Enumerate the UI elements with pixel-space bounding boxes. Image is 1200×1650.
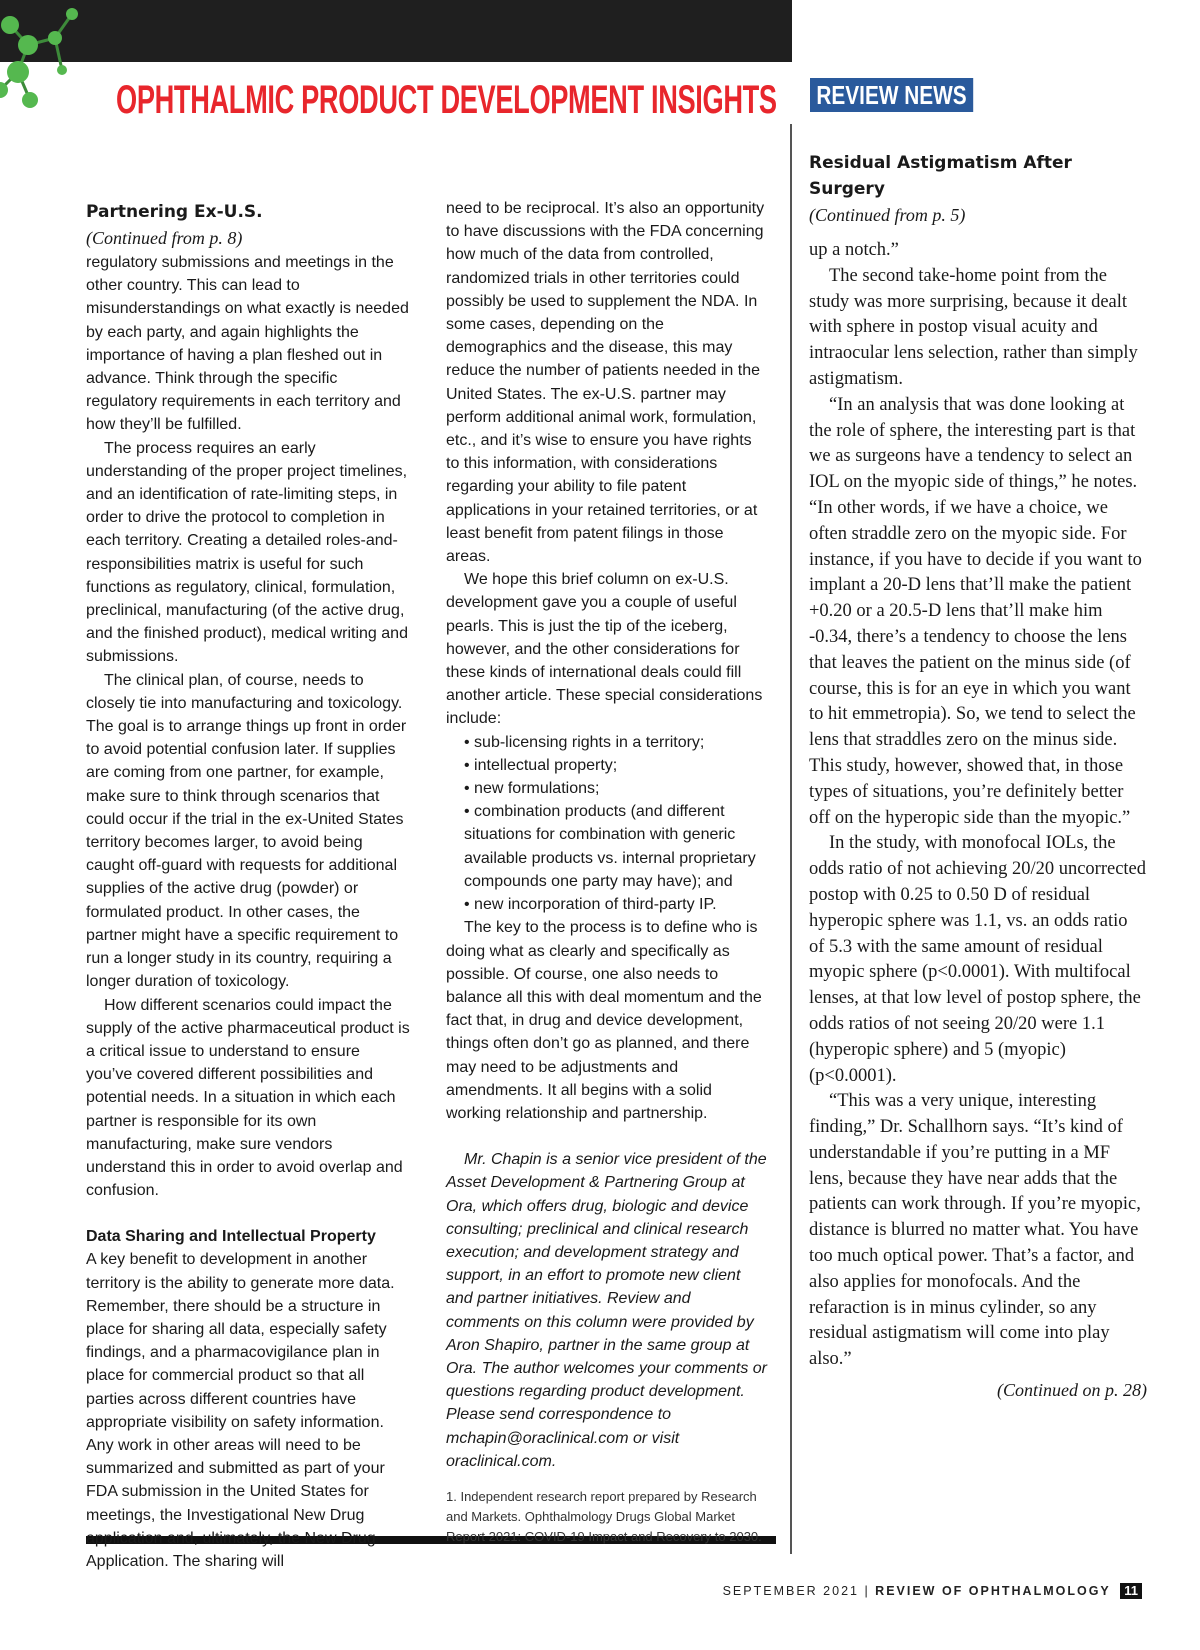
footnote: 1. Independent research report prepared by Research and Markets. Ophthalmology Drugs Global Market Report 2021: COVID-19 Impact and Recovery to 2030.: [446, 1488, 762, 1544]
article-partnering: [86, 199, 410, 1573]
page-footer: [723, 1583, 1142, 1599]
paragraph: A key benefit to development in another territory is the ability to generate more data. Remember, there should be a structure in place for sharing all data, especially safety findings, and a pharmacovigilance plan in place for commercial product so that all parties across different countries have appropriate visibility on safety information. Any work in other areas will need to be summarized and submitted as part of your FDA submission in the United States for meetings, the Investigational New Drug application and, ultimately, the New Drug Application. The sharing will: [86, 1251, 395, 1570]
continued-from: (Continued from p. 8): [86, 228, 243, 248]
paragraph: need to be reciprocal. It’s also an opportunity to have discussions with the FDA concerning how much of the data from controlled, randomized trials in other territories could possibly be used to supplement the NDA. In some cases, depending on the demographics and the disease, this may reduce the number of patients needed in the United States. The ex-U.S. partner may perform additional animal work, formulation, etc., and it’s wise to ensure you have rights to this information, with considerations regarding your ability to file patent applications in your retained territories, or at least benefit from patent filings in those areas.: [446, 200, 765, 566]
paragraph: The key to the process is to define who is doing what as clearly and specifically as possible. Of course, one also needs to balance all this with deal momentum and the fact that, in drug and device development, things often don’t go as planned, and there may need to be adjustments and amendments. It all begins with a solid working relationship and partnership.: [446, 919, 762, 1122]
article-heading: Partnering Ex-U.S.: [86, 202, 263, 222]
issue-date: SEPTEMBER 2021 |: [722, 1584, 876, 1598]
section-badge: REVIEW NEWS: [810, 78, 973, 112]
list-item: • intellectual property;: [464, 756, 618, 774]
column-divider: [790, 124, 792, 1554]
article-heading: Residual Astigmatism After Surgery: [809, 153, 1072, 199]
article-partnering-continued: [446, 197, 768, 1547]
paragraph: “This was a very unique, interesting finding,” Dr. Schallhorn says. “It’s kind of understandable if you’re putting in a MF lens, because they have near adds that the patients can work through. If you’re myopic, distance is blurred no matter what. You have too much optical power. That’s a factor, and also applies for monofocals. And the refaraction is in minus cylinder, so any residual astigmatism will come into play also.”: [809, 1091, 1141, 1370]
page-title: OPHTHALMIC PRODUCT DEVELOPMENT INSIGHTS: [116, 78, 777, 122]
paragraph: up a notch.”: [809, 240, 899, 260]
paragraph: “In an analysis that was done looking at the role of sphere, the interesting part is that we as surgeons have a tendency to select an IOL on the myopic side of things,” he notes. “In other words, if we have a choice, we often straddle zero on the myopic side. For instance, if you have to decide if you want to implant a 20-D lens that’ll make the patient +0.20 or a 20.5-D lens that’ll make him -0.34, there’s a tendency to choose the lens that leaves the patient on the minus side (of course, this is for an eye in which you want to hit emmetropia). So, we tend to select the lens that straddles zero on the minus side. This study, however, showed that, in those types of situations, you’re definitely better off on the hyperopic side than the myopic.”: [809, 394, 1142, 828]
list-item: • sub-licensing rights in a territory;: [464, 733, 705, 751]
paragraph: The process requires an early understanding of the proper project timelines, and an identification of rate-limiting steps, in order to drive the protocol to completion in each territory. Creating a detailed roles-and-responsibilities matrix is useful for such functions as regulatory, clinical, formulation, preclinical, manufacturing (of the active drug, and the finished product), medical writing and submissions.: [86, 439, 408, 666]
paragraph: The clinical plan, of course, needs to closely tie into manufacturing and toxicology. The goal is to arrange things up front in order to avoid potential confusion later. If supplies are coming from one partner, for example, make sure to think through scenarios that could occur if the trial in the ex-United States territory becomes larger, to avoid being caught off-guard with requests for additional supplies of the active drug (powder) or formulated product. In other cases, the partner might have a specific requirement to run a longer study in its country, requiring a longer duration of toxicology.: [86, 671, 407, 991]
paragraph: How different scenarios could impact the supply of the active pharmaceutical product is a critical issue to understand to ensure you’ve covered different possibilities and potential needs. In a situation in which each partner is responsible for its own manufacturing, make sure vendors understand this in order to avoid overlap and confusion.: [86, 996, 410, 1200]
paragraph: The second take-home point from the study was more surprising, because it dealt with sphere in postop visual acuity and intraocular lens selection, rather than simply astigmatism.: [809, 265, 1138, 389]
molecule-graphic: [0, 0, 95, 125]
list-item: • combination products (and different situations for combination with generic available products vs. internal proprietary compounds one party may have); and: [464, 803, 756, 890]
list-item: • new incorporation of third-party IP.: [464, 896, 717, 914]
paragraph: regulatory submissions and meetings in the other country. This can lead to misunderstandings on what exactly is needed by each party, and again highlights the importance of having a plan fleshed out in advance. Think through the specific regulatory requirements in each territory and how they’ll be fulfilled.: [86, 254, 409, 434]
list-item: • new formulations;: [464, 780, 600, 798]
paragraph: We hope this brief column on ex-U.S. development gave you a couple of useful pearls. This is just the tip of the iceberg, however, and the other considerations for these kinds of international deals could fill another article. These special considerations include:: [446, 571, 763, 728]
continued-on: (Continued on p. 28): [997, 1380, 1147, 1401]
header-bar: [0, 0, 792, 62]
paragraph: In the study, with monofocal IOLs, the odds ratio of not achieving 20/20 uncorrected postop with 0.25 to 0.50 D of residual hyperopic sphere was 1.1, vs. an odds ratio of 5.3 with the same amount of residual myopic sphere (p<0.0001). With multifocal lenses, at that low level of postop sphere, the odds ratios of not seeing 20/20 were 1.1 (hyperopic sphere) and 5 (myopic)(p<0.0001).: [809, 833, 1147, 1086]
article-residual-astigmatism: [809, 150, 1147, 1403]
subheading: Data Sharing and Intellectual Property: [86, 1228, 376, 1246]
page-number: 11: [1120, 1583, 1142, 1599]
magazine-name: REVIEW OF OPHTHALMOLOGY: [875, 1584, 1111, 1598]
author-bio: Mr. Chapin is a senior vice president of the Asset Development & Partnering Group at Ora, which offers drug, biologic and device consulting; preclinical and clinical research execution; and development strategy and support, in an effort to promote new client and partner initiatives. Review and comments on this column were provided by Aron Shapiro, partner in the same group at Ora. The author welcomes your comments or questions regarding product development. Please send correspondence to mchapin@oraclinical.com or visit oraclinical.com.: [446, 1151, 768, 1470]
continued-from: (Continued from p. 5): [809, 205, 966, 225]
